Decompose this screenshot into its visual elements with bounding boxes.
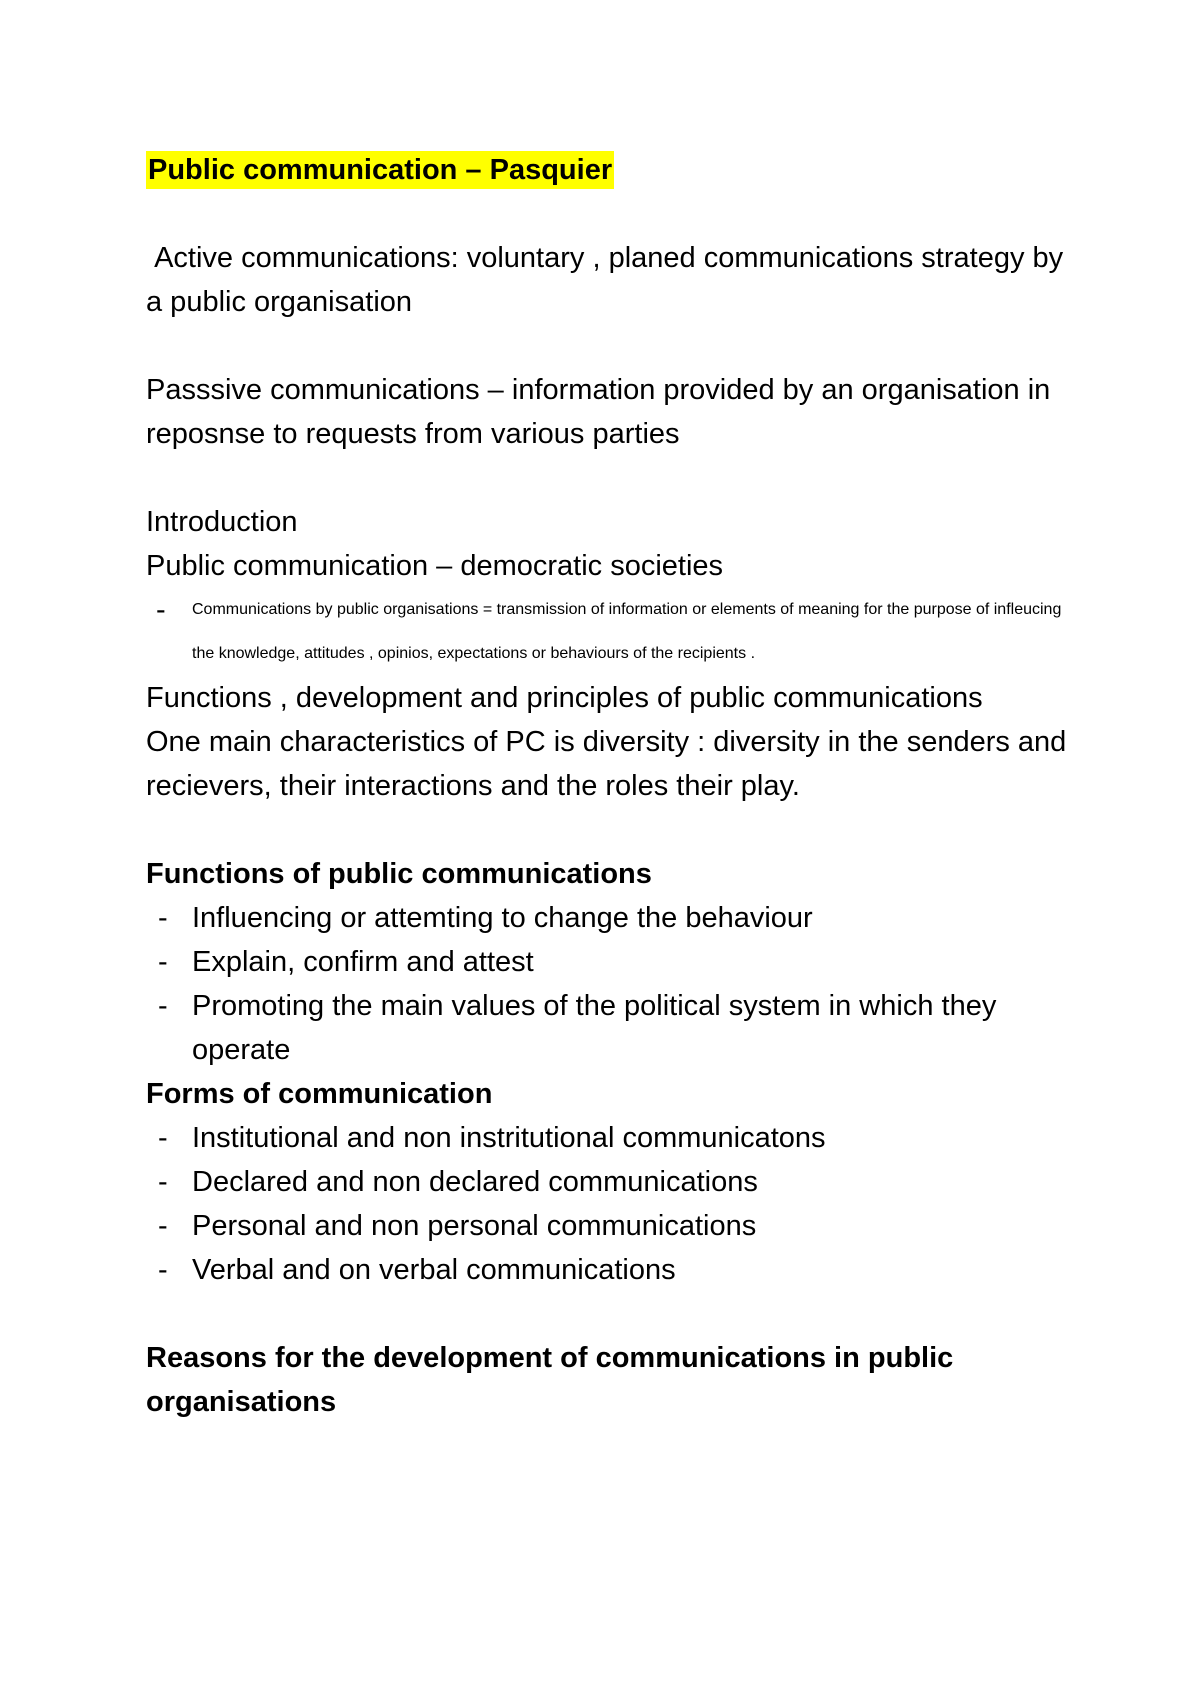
list-item: - Promoting the main values of the political system in which they operate <box>146 984 1076 1072</box>
active-communications-paragraph: Active communications: voluntary , planed communications strategy by a public organisation <box>146 242 1072 318</box>
spacer <box>146 192 1076 236</box>
characteristics-paragraph: One main characteristics of PC is diversity : diversity in the senders and recievers, their interactions and the roles their play. <box>146 726 1067 802</box>
public-communication-line: Public communication – democratic societies <box>146 550 724 582</box>
spacer <box>146 1292 1076 1336</box>
title-line <box>146 148 1076 192</box>
functions-list <box>146 896 1076 1072</box>
list-item: - Verbal and on verbal communications <box>146 1248 1076 1292</box>
functions-development-line: Functions , development and principles of public communications <box>146 682 983 714</box>
reasons-heading: Reasons for the development of communications in public organisations <box>146 1342 954 1418</box>
small-bullet-list <box>146 588 1076 676</box>
spacer <box>146 456 1076 500</box>
list-item: - Declared and non declared communications <box>146 1160 1076 1204</box>
forms-heading: Forms of communication <box>146 1078 493 1110</box>
list-item: - Explain, confirm and attest <box>146 940 1076 984</box>
list-item: - Influencing or attemting to change the behaviour <box>146 896 1076 940</box>
document-title: Public communication – Pasquier <box>146 151 614 189</box>
document-body <box>146 148 1076 1424</box>
introduction-label: Introduction <box>146 506 298 538</box>
list-item: - Institutional and non instritutional communicatons <box>146 1116 1076 1160</box>
list-item: - Personal and non personal communications <box>146 1204 1076 1248</box>
functions-heading: Functions of public communications <box>146 858 652 890</box>
spacer <box>146 324 1076 368</box>
forms-list <box>146 1116 1076 1292</box>
list-item: - Communications by public organisations = transmission of information or elements of meaning for the purpose of infleucing the knowledge, attitudes , opinios, expectations or behaviours of the recipients . <box>146 588 1076 676</box>
spacer <box>146 808 1076 852</box>
passive-communications-paragraph: Passsive communications – information provided by an organisation in reposnse to requests from various parties <box>146 374 1051 450</box>
